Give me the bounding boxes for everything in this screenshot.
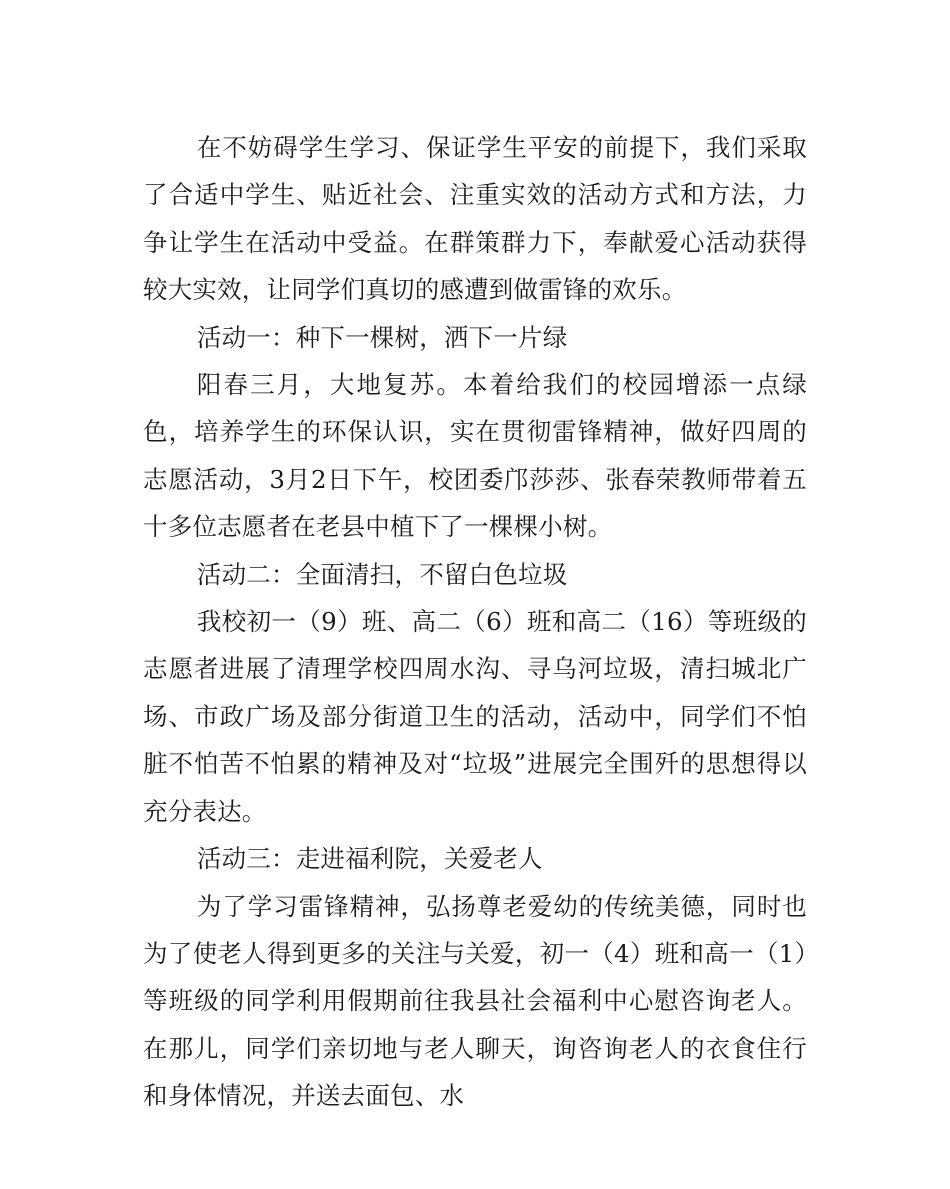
paragraph-intro: 在不妨碍学生学习、保证学生平安的前提下，我们采取了合适中学生、贴近社会、注重实效的活动方式和方法，力争让学生在活动中受益。在群策群力下，奉献爱心活动获得较大实效，让同学们真切的感遭到做雷锋的欢乐。 xyxy=(143,133,807,305)
paragraph-activity-three: 为了学习雷锋精神，弘扬尊老爱幼的传统美德，同时也为了使老人得到更多的关注与关爱，初一（4）班和高一（1）等班级的同学利用假期前往我县社会福利中心慰咨询老人。在那儿，同学们亲切地与老人聊天，询咨询老人的衣食住行和身体情况，并送去面包、水 xyxy=(143,891,807,1111)
paragraph-activity-one: 阳春三月，大地复苏。本着给我们的校园增添一点绿色，培养学生的环保认识，实在贯彻雷锋精神，做好四周的志愿活动，3月2日下午，校团委邝莎莎、张春荣教师带着五十多位志愿者在老县中植下了一棵棵小树。 xyxy=(143,370,807,542)
paragraph-activity-two: 我校初一（9）班、高二（6）班和高二（16）等班级的志愿者进展了清理学校四周水沟、寻乌河垃圾，清扫城北广场、市政广场及部分街道卫生的活动，活动中，同学们不怕脏不怕苦不怕累的精神及对“垃圾”进展完全围歼的思想得以充分表达。 xyxy=(143,607,807,826)
heading-activity-two: 活动二：全面清扫，不留白色垃圾 xyxy=(196,559,568,589)
heading-activity-one: 活动一：种下一棵树，洒下一片绿 xyxy=(196,322,568,352)
document-body xyxy=(143,124,807,1120)
heading-activity-three: 活动三：走进福利院，关爱老人 xyxy=(196,844,543,874)
